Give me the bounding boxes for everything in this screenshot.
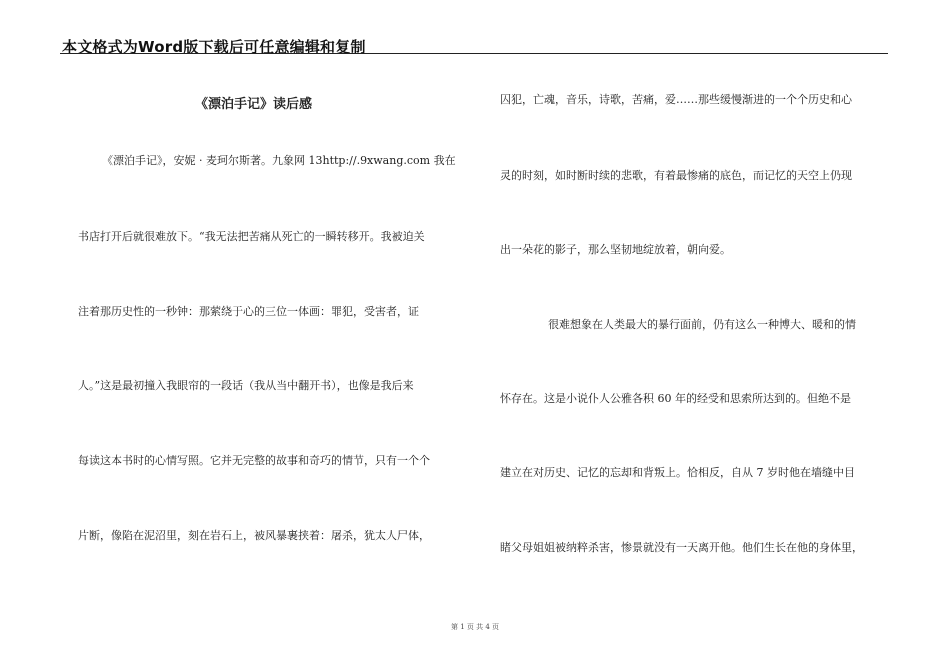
right-line-5: 怀存在。这是小说仆人公雅各积 60 年的经受和思索所达到的。但绝不是: [500, 392, 851, 405]
left-line-6: 片断，像陷在泥沼里，刻在岩石上，被风暴裹挟着：屠杀，犹太人尸体，: [78, 529, 430, 542]
right-line-4: 很难想象在人类最大的暴行面前，仍有这么一种博大、暖和的情: [548, 318, 856, 331]
document-title: 《漂泊手记》读后感: [195, 97, 313, 112]
header-rule: [60, 53, 888, 54]
right-line-1: 囚犯，亡魂，音乐，诗歌，苦痛，爱……那些缓慢渐进的一个个历史和心: [500, 93, 852, 106]
right-line-3: 出一朵花的影子，那么坚韧地绽放着，朝向爱。: [500, 243, 731, 256]
right-line-7: 睹父母姐姐被纳粹杀害，惨景就没有一天离开他。他们生长在他的身体里，: [500, 541, 863, 554]
left-line-1: 《漂泊手记》，安妮 · 麦珂尔斯著。九象网 13http://.9xwang.com 我在: [102, 154, 456, 167]
left-line-3: 注着那历史性的一秒钟：那萦绕于心的三位一体画：罪犯，受害者，证: [78, 305, 419, 318]
page-indicator: 第 1 页 共 4 页: [450, 623, 500, 631]
left-line-4: 人。”这是最初撞入我眼帘的一段话（我从当中翻开书），也像是我后来: [78, 379, 414, 392]
right-line-2: 灵的时刻，如时断时续的悲歌，有着最惨痛的底色，而记忆的天空上仍现: [500, 169, 852, 182]
header-banner: 本文格式为Word版下载后可任意编辑和复制: [62, 38, 366, 56]
left-line-5: 每读这本书时的心情写照。它并无完整的故事和奇巧的情节，只有一个个: [78, 454, 430, 467]
right-line-6: 建立在对历史、记忆的忘却和背叛上。恰相反，自从 7 岁时他在墙缝中目: [500, 466, 855, 479]
left-line-2: 书店打开后就很难放下。“我无法把苦痛从死亡的一瞬转移开。我被迫关: [78, 230, 425, 243]
